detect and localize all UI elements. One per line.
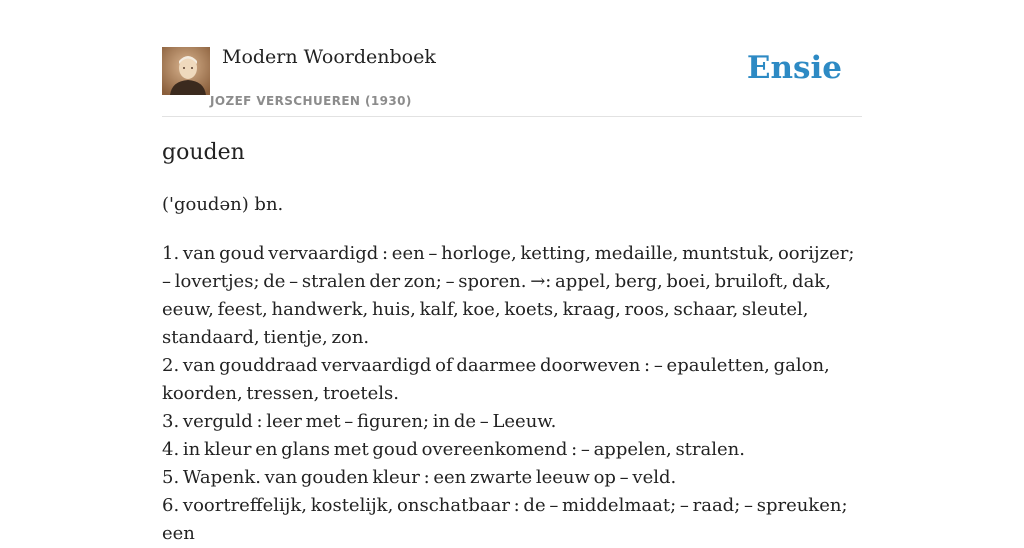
definition-item: 5. Wapenk. van gouden kleur : een zwarte leeuw op – veld. — [162, 467, 677, 488]
entry-headword: gouden — [162, 140, 245, 165]
definition-item: 1. van goud vervaardigd : een – horloge, ketting, medaille, muntstuk, oorijzer; – lovertjes; de – stralen der zon; – sporen. →: appel, berg, boei, bruiloft, dak, eeuw, feest, handwerk, huis, kalf, koe, koets, kraag, roos, schaar, sleutel, standaard, tientje, zon. — [162, 243, 855, 348]
header — [162, 0, 862, 117]
avatar[interactable] — [162, 47, 210, 95]
dictionary-title[interactable]: Modern Woordenboek — [222, 46, 436, 68]
definition-item: 3. verguld : leer met – figuren; in de – Leeuw. — [162, 411, 557, 432]
definition-item: 2. van gouddraad vervaardigd of daarmee doorweven : – epauletten, galon, koorden, tressen, troetels. — [162, 355, 830, 404]
author-name: JOZEF VERSCHUEREN (1930) — [210, 94, 412, 108]
definition-item: 4. in kleur en glans met goud overeenkomend : – appelen, stralen. — [162, 439, 745, 460]
author-portrait-icon — [162, 47, 210, 95]
entry-pronunciation: ('goudən) bn. — [162, 194, 284, 215]
ensie-logo[interactable]: Ensie — [746, 50, 842, 86]
definition-item: 6. voortreffelijk, kostelijk, onschatbaar : de – middelmaat; – raad; – spreuken; een — [162, 495, 848, 544]
definition-list — [162, 240, 862, 548]
page — [162, 0, 862, 544]
